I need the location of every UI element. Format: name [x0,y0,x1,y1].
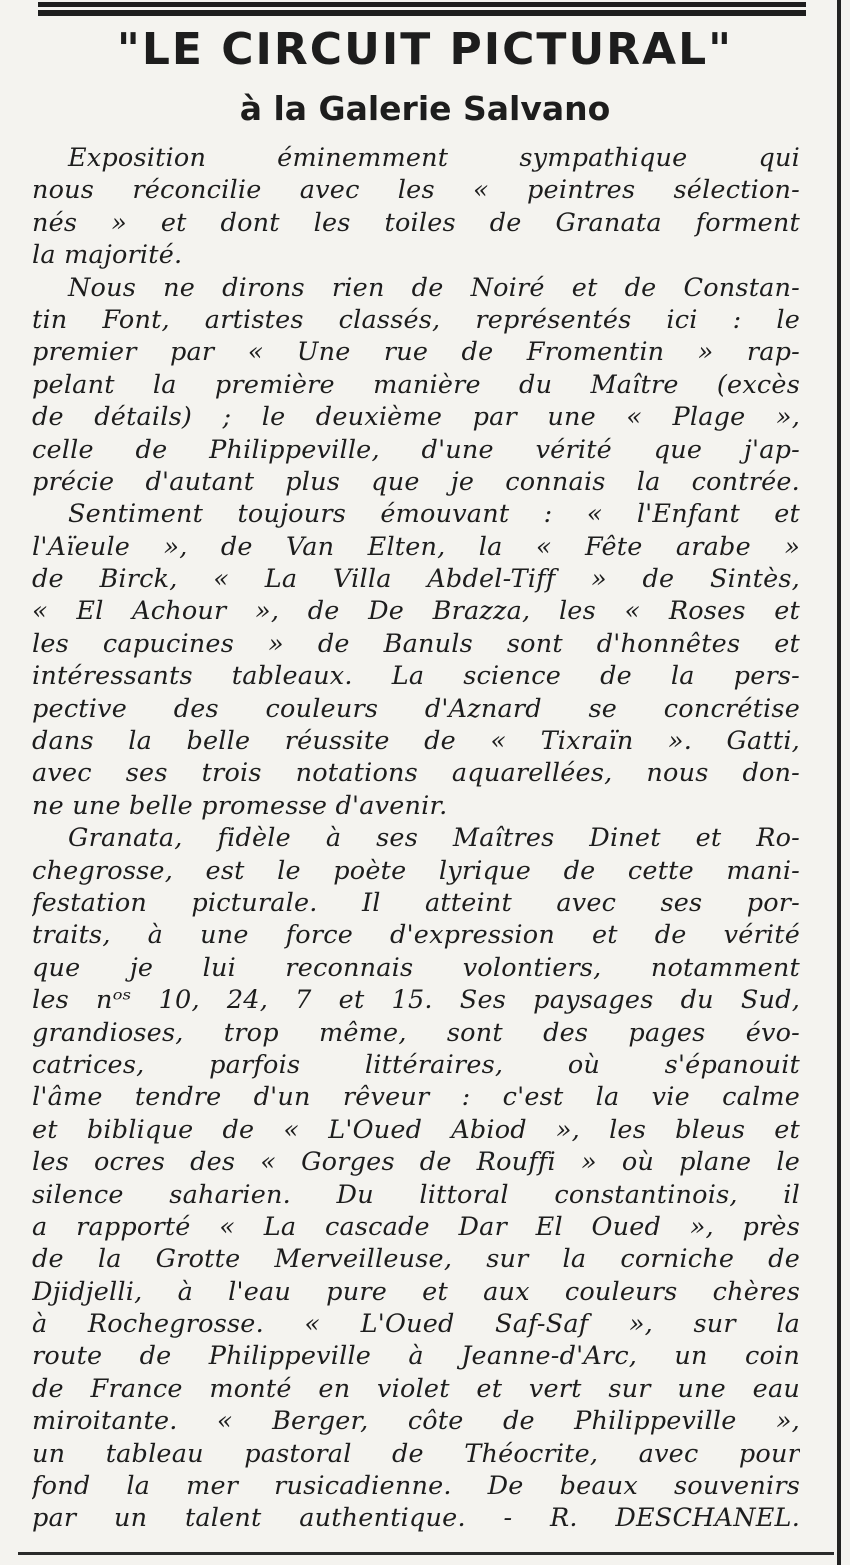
text-line: silence saharien. Du littoral constantinois, il [32,1179,800,1210]
text-line: dans la belle réussite de « Tixraïn ». Gatti, [32,726,800,757]
text-line: tin Font, artistes classés, représentés ici : le [32,304,800,335]
text-line: chegrosse, est le poète lyrique de cette mani- [32,855,800,886]
text-line: premier par « Une rue de Fromentin » rap- [32,337,800,368]
column-rule [837,0,841,1565]
text-line: Exposition éminemment sympathique qui [68,143,800,173]
text-line: un tableau pastoral de Théocrite, avec pour [32,1438,800,1469]
article-body [32,142,800,1535]
text-line: précie d'autant plus que je connais la contrée. [32,466,800,497]
text-line: de France monté en violet et vert sur une eau [32,1373,800,1404]
text-line: Granata, fidèle à ses Maîtres Dinet et Ro- [68,823,800,854]
article-subtitle: à la Galerie Salvano [239,89,611,128]
text-line: fond la mer rusicadienne. De beaux souvenirs [32,1471,800,1502]
text-line: pelant la première manière du Maître (excès [32,369,800,400]
text-line: l'âme tendre d'un rêveur : c'est la vie calme [32,1082,800,1113]
text-line: l'Aïeule », de Van Elten, la « Fête arabe » [32,531,800,562]
text-line: et biblique de « L'Oued Abiod », les bleus et [32,1114,800,1145]
text-line: intéressants tableaux. La science de la pers- [32,661,800,692]
text-line: avec ses trois notations aquarellées, nous don- [32,758,800,789]
text-line: catrices, parfois littéraires, où s'épanouit [32,1049,800,1080]
text-line: nés » et dont les toiles de Granata forment [32,207,800,238]
text-line: la majorité. [32,240,183,271]
text-line: de la Grotte Merveilleuse, sur la corniche de [32,1244,800,1275]
text-line: nous réconcilie avec les « peintres sélection- [32,175,800,206]
text-line: Djidjelli, à l'eau pure et aux couleurs chères [32,1276,800,1307]
text-line: route de Philippeville à Jeanne-d'Arc, un coin [32,1341,800,1372]
text-line: de détails) ; le deuxième par une « Plage », [32,402,800,433]
bottom-rule [18,1552,834,1555]
text-line: de Birck, « La Villa Abdel-Tiff » de Sintès, [32,564,800,595]
text-line: les capucines » de Banuls sont d'honnêtes et [32,628,800,659]
text-line: miroitante. « Berger, côte de Philippeville », [32,1406,800,1437]
text-line: traits, à une force d'expression et de vérité [32,920,800,951]
top-rule-thick [38,10,806,16]
text-line: par un talent authentique. - R. DESCHANEL. [32,1503,800,1534]
text-line: celle de Philippeville, d'une vérité que j'ap- [32,434,800,465]
text-line: festation picturale. Il atteint avec ses por- [32,887,800,918]
text-line: les nᵒˢ 10, 24, 7 et 15. Ses paysages du Sud, [32,985,800,1016]
text-line: grandioses, trop même, sont des pages évo- [32,1017,800,1048]
text-line: pective des couleurs d'Aznard se concrétise [32,693,800,724]
top-rule-thin [38,2,806,7]
text-line: Sentiment toujours émouvant : « l'Enfant et [68,499,800,530]
text-line: Nous ne dirons rien de Noiré et de Constan- [68,272,800,303]
text-line: a rapporté « La cascade Dar El Oued », près [32,1211,800,1242]
article-title: "LE CIRCUIT PICTURAL" [116,24,734,75]
text-line: les ocres des « Gorges de Rouffi » où plane le [32,1147,800,1178]
text-line: à Rochegrosse. « L'Oued Saf-Saf », sur la [32,1309,800,1340]
text-line: ne une belle promesse d'avenir. [32,790,448,821]
text-line: que je lui reconnais volontiers, notamment [32,952,800,983]
text-line: « El Achour », de De Brazza, les « Roses et [32,596,800,627]
